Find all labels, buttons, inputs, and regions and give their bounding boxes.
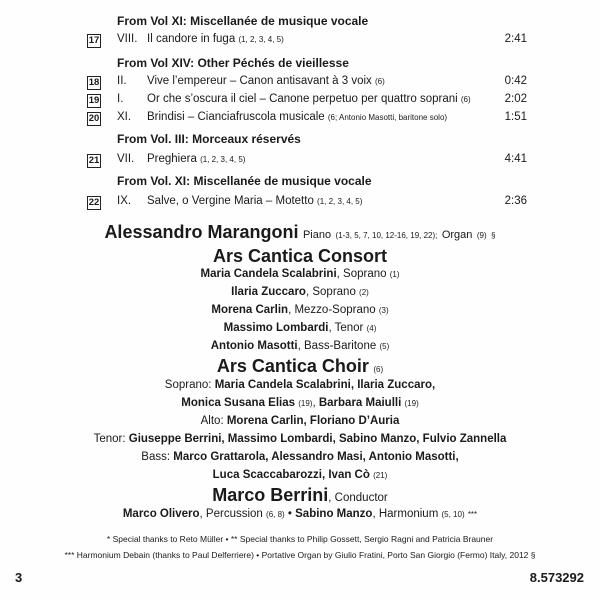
conductor-role: , Conductor <box>328 492 388 504</box>
conductor-name: Marco Berrini <box>212 485 329 505</box>
choir-title: Ars Cantica Choir <box>216 356 369 376</box>
choir-soprano: Monica Susana Elias (19), Barbara Maiulli (19) <box>181 397 419 409</box>
track-row <box>87 111 527 127</box>
organ-mark: § <box>491 231 496 240</box>
catalog-number: 8.573292 <box>529 570 584 585</box>
track-number: 21 <box>88 155 100 166</box>
conductor-credit <box>0 485 600 506</box>
track-title: Salve, o Vergine Maria – Motetto <box>147 195 314 207</box>
pianist-name: Alessandro Marangoni <box>104 222 299 242</box>
track-duration: 2:41 <box>504 33 527 45</box>
track-movement: IX. <box>117 195 132 207</box>
track-number: 22 <box>88 197 100 208</box>
track-row <box>87 33 527 49</box>
track-movement: VIII. <box>117 33 138 45</box>
footnote: *** Harmonium Debain (thanks to Paul Delferriere) • Portative Organ by Giulio Fratini, Porto San Giorgio (Fermo) Italy, 2012 § <box>64 550 536 560</box>
track-voices: (1, 2, 3, 4, 5) <box>200 155 246 164</box>
track-duration: 1:51 <box>504 111 527 123</box>
track-title: Il candore in fuga <box>147 33 236 45</box>
pianist-credit <box>0 222 600 243</box>
track-duration: 4:41 <box>504 153 527 165</box>
piano-label: Piano <box>302 229 332 241</box>
track-row <box>87 93 527 109</box>
track-row <box>87 75 527 91</box>
track-duration: 2:36 <box>504 195 527 207</box>
track-voices: (1, 2, 3, 4, 5) <box>317 197 363 206</box>
track-movement: I. <box>117 93 124 105</box>
track-movement: XI. <box>117 111 132 123</box>
choir-bass: Bass: Marco Grattarola, Alessandro Masi, Antonio Masotti, <box>141 451 459 463</box>
footnote: * Special thanks to Reto Müller • ** Special thanks to Philip Gossett, Sergio Ragni and Patricia Brauner <box>106 534 494 544</box>
choir-heading <box>0 356 600 377</box>
track-title: Brindisi – Cianciafruscola musicale <box>147 111 325 123</box>
page-number: 3 <box>15 570 23 585</box>
track-title: Or che s’oscura il ciel – Canone perpetuo per quattro soprani <box>147 93 458 105</box>
choir-soprano: Soprano: Maria Candela Scalabrini, Ilaria Zuccaro, <box>164 379 436 391</box>
track-movement: VII. <box>117 153 135 165</box>
group-heading: From Vol XIV: Other Péchés de vieillesse <box>117 56 349 70</box>
track-row <box>87 153 527 169</box>
consort-member: Maria Candela Scalabrini, Soprano (1) <box>200 268 400 280</box>
track-duration: 2:02 <box>504 93 527 105</box>
consort-member: Morena Carlin, Mezzo-Soprano (3) <box>211 304 389 316</box>
track-number: 19 <box>88 95 100 106</box>
choir-ref: (6) <box>373 365 384 374</box>
consort-member: Antonio Masotti, Bass-Baritone (5) <box>210 340 390 352</box>
instrumentalists: Marco Olivero, Percussion (6, 8) • Sabino Manzo, Harmonium (5, 10) *** <box>122 508 478 520</box>
track-row <box>87 195 527 211</box>
choir-bass: Luca Scaccabarozzi, Ivan Cò (21) <box>212 469 388 481</box>
choir-tenor: Tenor: Giuseppe Berrini, Massimo Lombardi, Sabino Manzo, Fulvio Zannella <box>93 433 507 445</box>
track-number: 20 <box>88 113 100 124</box>
group-heading: From Vol XI: Miscellanée de musique vocale <box>117 14 369 28</box>
track-voices: (1, 2, 3, 4, 5) <box>238 35 284 44</box>
consort-member: Massimo Lombardi, Tenor (4) <box>223 322 377 334</box>
consort-member: Ilaria Zuccaro, Soprano (2) <box>231 286 369 298</box>
track-duration: 0:42 <box>504 75 527 87</box>
track-title: Vive l’empereur – Canon antisavant à 3 voix <box>147 75 372 87</box>
track-voices: (6) <box>375 77 385 86</box>
group-heading: From Vol. III: Morceaux réservés <box>117 132 301 146</box>
track-voices: (6; Antonio Masotti, baritone solo) <box>327 113 448 122</box>
track-number: 18 <box>88 77 100 88</box>
organ-tracks: (9) <box>476 231 487 240</box>
group-heading: From Vol. XI: Miscellanée de musique vocale <box>117 174 372 188</box>
choir-alto: Alto: Morena Carlin, Floriano D’Auria <box>200 415 400 427</box>
track-voices: (6) <box>460 95 471 104</box>
consort-title: Ars Cantica Consort <box>212 246 388 266</box>
track-number: 17 <box>88 35 100 46</box>
track-title: Preghiera <box>147 153 197 165</box>
track-movement: II. <box>117 75 127 87</box>
piano-tracks: (1-3, 5, 7, 10, 12-16, 19, 22); <box>335 231 438 240</box>
organ-label: Organ <box>441 229 473 241</box>
